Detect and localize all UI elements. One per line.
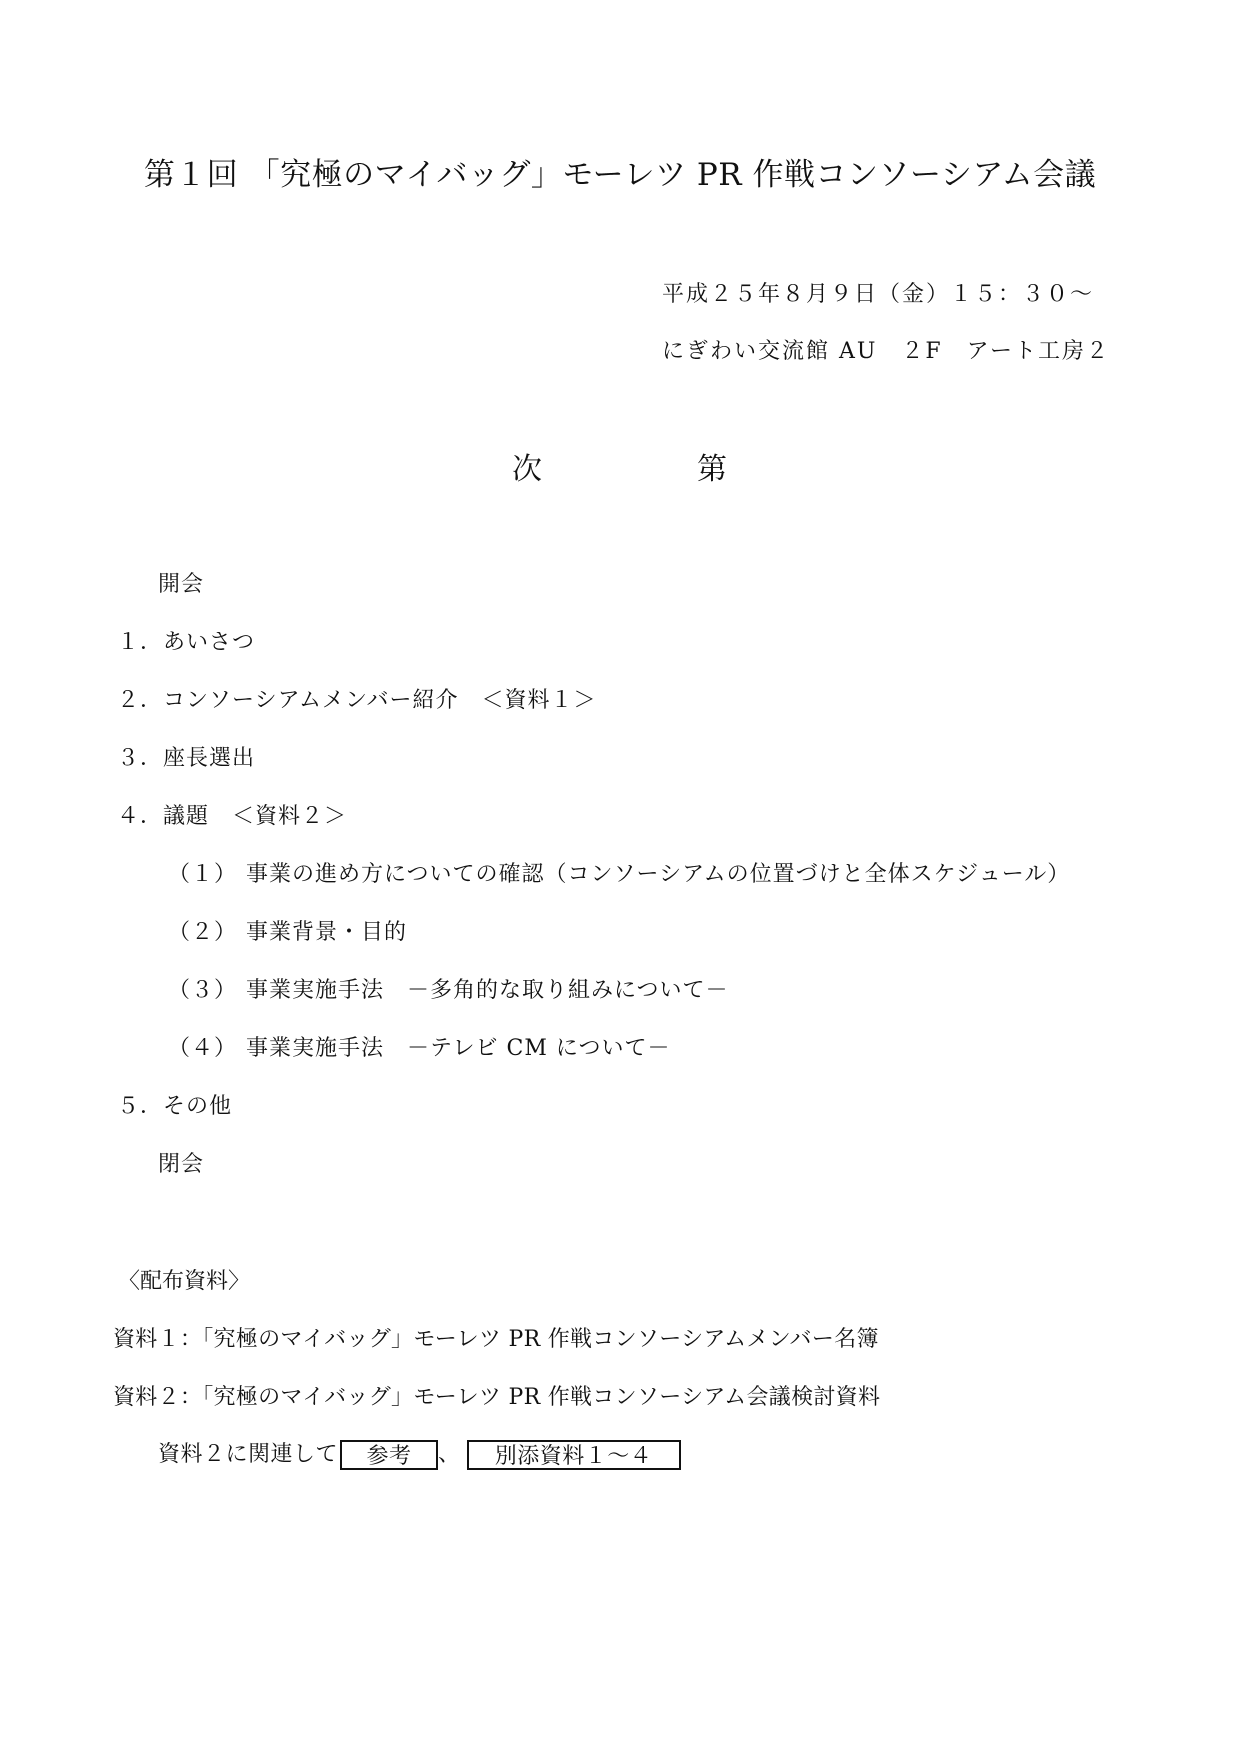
material-item — [113, 1383, 880, 1413]
material-label: 資料１： — [113, 1327, 203, 1352]
agenda-item — [117, 628, 255, 658]
related-separator: 、 — [438, 1442, 461, 1467]
agenda-item-text: コンソーシアムメンバー紹介 ＜資料１＞ — [163, 688, 597, 713]
sub-item-text: 事業背景・目的 — [246, 920, 408, 945]
material-text: 「究極のマイバッグ」モーレツ PR 作戦コンソーシアム会議検討資料 — [202, 1385, 881, 1410]
agenda-item-number: １． — [117, 630, 164, 655]
sub-item-text: 事業の進め方についての確認（コンソーシアムの位置づけと全体スケジュール） — [246, 862, 1071, 887]
related-prefix: 資料２に関連して — [158, 1442, 339, 1467]
material-item — [113, 1325, 879, 1355]
related-materials-line — [158, 1440, 681, 1470]
agenda-item-text: その他 — [163, 1094, 233, 1119]
sub-item-text: 事業実施手法 －多角的な取り組みについて－ — [246, 978, 729, 1003]
reference-box: 参考 — [340, 1440, 438, 1470]
sub-item-number: （３） — [168, 978, 238, 1003]
agenda-opening: 開会 — [158, 572, 205, 597]
agenda-heading-left: 次 — [512, 452, 542, 487]
meeting-place: にぎわい交流館 AU ２F アート工房２ — [662, 339, 1111, 364]
document-title: 第１回 「究極のマイバッグ」モーレツ PR 作戦コンソーシアム会議 — [143, 157, 1097, 193]
agenda-item-number: ３． — [117, 746, 164, 771]
sub-item-number: （２） — [168, 920, 238, 945]
sub-item-number: （４） — [168, 1036, 238, 1061]
agenda-item-text: 座長選出 — [163, 746, 256, 771]
agenda-item-text: 議題 ＜資料２＞ — [163, 804, 348, 829]
agenda-item-number: ５． — [117, 1094, 164, 1119]
agenda-item — [117, 744, 255, 774]
sub-item-number: （１） — [168, 862, 238, 887]
agenda-item — [117, 802, 347, 832]
sub-item-text: 事業実施手法 －テレビ CM について－ — [246, 1036, 671, 1061]
agenda-item-number: ２． — [117, 688, 164, 713]
material-label: 資料２： — [113, 1385, 203, 1410]
materials-header: 〈配布資料〉 — [118, 1269, 251, 1294]
agenda-heading-right: 第 — [697, 452, 727, 487]
agenda-closing: 閉会 — [158, 1152, 205, 1177]
agenda-item — [117, 686, 597, 716]
agenda-item-number: ４． — [117, 804, 164, 829]
attachment-box: 別添資料１～４ — [467, 1440, 681, 1470]
agenda-item-text: あいさつ — [163, 630, 256, 655]
agenda-item — [117, 1092, 232, 1122]
material-text: 「究極のマイバッグ」モーレツ PR 作戦コンソーシアムメンバー名簿 — [202, 1327, 879, 1352]
meeting-date: 平成２５年８月９日（金）１５：３０～ — [662, 282, 1095, 307]
